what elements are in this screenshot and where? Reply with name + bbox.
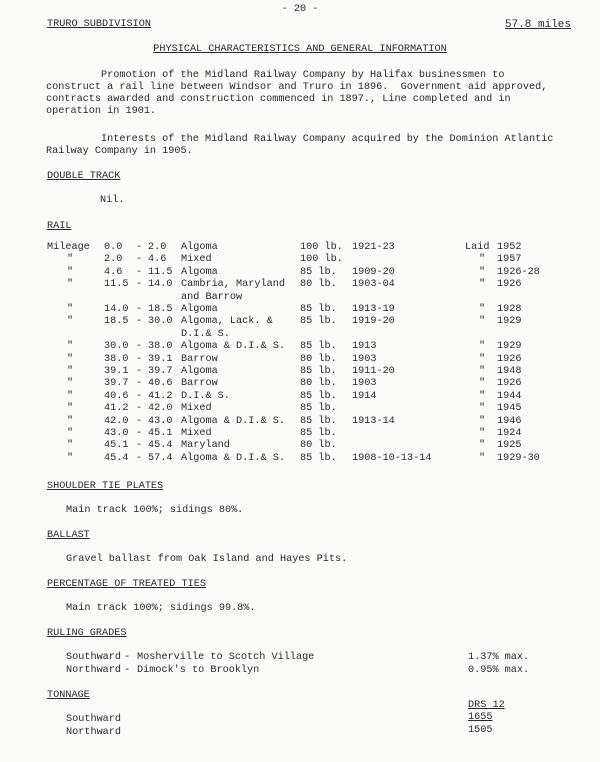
rail-weight: 85 lb. — [300, 266, 337, 278]
ditto-mark: " — [479, 304, 486, 315]
mileage-to: 30.0 — [148, 316, 173, 328]
mileage-to: 39.7 — [148, 366, 173, 377]
rail-material: Mixed — [181, 254, 212, 266]
grade-value: 1.37% max. — [468, 652, 530, 663]
ditto-mark: " — [479, 254, 486, 266]
mileage-to: 45.1 — [148, 428, 173, 439]
grade-route: Mosherville to Scotch Village — [137, 652, 315, 663]
rail-row — [0, 341, 600, 354]
rail-weight: 100 lb. — [300, 254, 343, 266]
tonnage-value: 1505 — [468, 725, 493, 736]
mileage-to: 43.0 — [148, 415, 173, 427]
mileage-dash: - — [136, 266, 143, 278]
mileage-dash: - — [136, 440, 143, 452]
rail-material: Algoma — [181, 304, 218, 315]
rail-rolled-years: 1903-04 — [352, 279, 395, 291]
rail-heading: RAIL — [47, 221, 72, 232]
text-line: operation in 1901. — [46, 106, 157, 117]
rail-rolled-years: 1908-10-13-14 — [352, 452, 432, 464]
rail-rolled-years: 1913-14 — [352, 415, 395, 427]
rail-rolled-years: 1919-20 — [352, 316, 395, 328]
rail-row — [0, 267, 600, 280]
rail-weight: 100 lb. — [300, 242, 343, 253]
rail-laid-year: 1948 — [497, 366, 522, 377]
shoulder-tie-plates-value: Main track 100%; sidings 80%. — [66, 505, 244, 516]
ditto-mark: " — [479, 415, 486, 427]
rail-laid-year: 1946 — [497, 415, 522, 427]
rail-row — [0, 354, 600, 367]
grade-dash: - — [124, 652, 131, 663]
rail-weight: 85 lb. — [300, 428, 337, 439]
mileage-dash: - — [136, 428, 143, 439]
mileage-dash: - — [136, 390, 143, 402]
rail-weight: 85 lb. — [300, 316, 337, 328]
ditto-mark: " — [67, 403, 74, 415]
mileage-dash: - — [136, 341, 143, 353]
mileage-to: 41.2 — [148, 390, 173, 402]
rail-material: Mixed — [181, 428, 212, 439]
ditto-mark: " — [479, 353, 486, 365]
mileage-from: 38.0 — [104, 353, 129, 365]
rail-laid-year: 1926 — [497, 279, 522, 291]
rail-material: Algoma — [181, 366, 218, 377]
rail-material: Cambria, Maryland — [181, 279, 285, 291]
rail-row — [0, 391, 600, 404]
ruling-grades-heading: RULING GRADES — [47, 628, 127, 639]
grade-value: 0.95% max. — [468, 665, 530, 676]
rail-rolled-years: 1903 — [352, 378, 377, 390]
rail-rolled-years: 1913-19 — [352, 304, 395, 315]
mileage-from: 43.0 — [104, 428, 129, 439]
rail-laid-year: 1929-30 — [497, 452, 540, 464]
text-line: Railway Company in 1905. — [46, 146, 193, 157]
mileage-dash: - — [136, 403, 143, 415]
mileage-from: 39.7 — [104, 378, 129, 390]
rail-rolled-years: 1921-23 — [352, 242, 395, 253]
mileage-from: 45.1 — [104, 440, 129, 452]
mileage-to: 38.0 — [148, 341, 173, 353]
tonnage-column-header: DRS 12 — [468, 700, 505, 711]
ditto-mark: " — [67, 266, 74, 278]
rail-weight: 85 lb. — [300, 415, 337, 427]
treated-ties-heading: PERCENTAGE OF TREATED TIES — [47, 579, 206, 590]
mileage-to: 18.5 — [148, 304, 173, 315]
rail-row — [0, 416, 600, 429]
rail-weight: 85 lb. — [300, 304, 337, 315]
rail-material: Algoma — [181, 266, 218, 278]
rail-row — [0, 440, 600, 453]
rail-row — [0, 453, 600, 466]
rail-material-continued: and Barrow — [181, 291, 243, 303]
ditto-mark: " — [479, 390, 486, 402]
mileage-to: 14.0 — [148, 279, 173, 291]
rail-material: Maryland — [181, 440, 230, 452]
ballast-heading: BALLAST — [47, 530, 90, 541]
rail-row-continued — [0, 329, 600, 342]
rail-weight: 85 lb. — [300, 366, 337, 377]
rail-material: Barrow — [181, 378, 218, 390]
mileage-dash: - — [136, 316, 143, 328]
mileage-dash: - — [136, 378, 143, 390]
mileage-from: 39.1 — [104, 366, 129, 377]
ditto-mark: " — [479, 266, 486, 278]
ditto-mark: " — [479, 403, 486, 415]
rail-material: Algoma — [181, 242, 218, 253]
mileage-to: 11.5 — [148, 266, 173, 278]
ditto-mark: " — [67, 378, 74, 390]
rail-weight: 85 lb. — [300, 390, 337, 402]
ditto-mark: " — [67, 279, 74, 291]
mileage-to: 45.4 — [148, 440, 173, 452]
rail-weight: 80 lb. — [300, 279, 337, 291]
mileage-label: Mileage — [47, 242, 90, 253]
rail-row-continued — [0, 292, 600, 305]
tonnage-heading: TONNAGE — [47, 690, 90, 701]
rail-rolled-years: 1911-20 — [352, 366, 395, 377]
mileage-to: 42.0 — [148, 403, 173, 415]
subdivision-length: 57.8 miles — [505, 19, 572, 31]
ditto-mark: " — [67, 390, 74, 402]
ditto-mark: " — [479, 279, 486, 291]
rail-laid-year: 1926 — [497, 378, 522, 390]
rail-material: Algoma & D.I.& S. — [181, 415, 285, 427]
mileage-from: 30.0 — [104, 341, 129, 353]
mileage-from: 4.6 — [104, 266, 123, 278]
rail-rolled-years: 1913 — [352, 341, 377, 353]
text-line: Promotion of the Midland Railway Company by Halifax businessmen to — [46, 70, 505, 81]
rail-material: Algoma & D.I.& S. — [181, 452, 285, 464]
rail-material: Algoma & D.I.& S. — [181, 341, 285, 353]
rail-weight: 80 lb. — [300, 378, 337, 390]
ditto-mark: " — [67, 341, 74, 353]
rail-material: Mixed — [181, 403, 212, 415]
mileage-dash: - — [136, 242, 143, 253]
mileage-to: 4.6 — [148, 254, 167, 266]
mileage-to: 57.4 — [148, 452, 173, 464]
rail-laid-year: 1928 — [497, 304, 522, 315]
ditto-mark: " — [67, 304, 74, 315]
tonnage-direction: Northward — [66, 727, 122, 738]
page-title: PHYSICAL CHARACTERISTICS AND GENERAL INFORMATION — [153, 44, 447, 55]
mileage-from: 42.0 — [104, 415, 129, 427]
ditto-mark: " — [67, 428, 74, 439]
mileage-dash: - — [136, 254, 143, 266]
mileage-from: 41.2 — [104, 403, 129, 415]
tonnage-value: 1655 — [468, 712, 493, 723]
rail-row — [0, 403, 600, 416]
ditto-mark: " — [67, 440, 74, 452]
mileage-from: 14.0 — [104, 304, 129, 315]
rail-rolled-years: 1914 — [352, 390, 377, 402]
grade-dash: - — [124, 665, 131, 676]
ditto-mark: " — [479, 378, 486, 390]
rail-weight: 85 lb. — [300, 403, 337, 415]
grade-direction: Northward — [66, 665, 122, 676]
mileage-dash: - — [136, 366, 143, 377]
ditto-mark: " — [67, 452, 74, 464]
ditto-mark: " — [479, 428, 486, 439]
rail-material: D.I.& S. — [181, 390, 230, 402]
mileage-to: 2.0 — [148, 242, 167, 253]
rail-laid-year: 1924 — [497, 428, 522, 439]
ditto-mark: " — [479, 366, 486, 377]
tonnage-direction: Southward — [66, 714, 122, 725]
mileage-dash: - — [136, 304, 143, 315]
rail-laid-year: 1957 — [497, 254, 522, 266]
mileage-from: 18.5 — [104, 316, 129, 328]
ditto-mark: " — [67, 316, 74, 328]
double-track-heading: DOUBLE TRACK — [47, 171, 121, 182]
mileage-from: 11.5 — [104, 279, 129, 291]
rail-laid-year: 1926-28 — [497, 266, 540, 278]
ditto-mark: " — [479, 452, 486, 464]
mileage-from: 45.4 — [104, 452, 129, 464]
ditto-mark: " — [67, 353, 74, 365]
shoulder-tie-plates-heading: SHOULDER TIE PLATES — [47, 481, 164, 492]
mileage-dash: - — [136, 452, 143, 464]
rail-weight: 80 lb. — [300, 353, 337, 365]
ditto-mark: " — [479, 316, 486, 328]
ballast-value: Gravel ballast from Oak Island and Hayes Pits. — [66, 554, 348, 565]
rail-weight: 85 lb. — [300, 341, 337, 353]
rail-laid-year: 1944 — [497, 390, 522, 402]
rail-material: Algoma, Lack. & — [181, 316, 273, 328]
mileage-to: 39.1 — [148, 353, 173, 365]
ditto-mark: " — [67, 366, 74, 377]
mileage-from: 0.0 — [104, 242, 123, 253]
grade-route: Dimock's to Brooklyn — [137, 665, 260, 676]
ditto-mark: " — [67, 415, 74, 427]
mileage-from: 2.0 — [104, 254, 123, 266]
rail-laid-year: 1945 — [497, 403, 522, 415]
rail-rolled-years: 1903 — [352, 353, 377, 365]
grade-direction: Southward — [66, 652, 122, 663]
laid-label: Laid — [465, 242, 490, 253]
treated-ties-value: Main track 100%; sidings 99.8%. — [66, 603, 256, 614]
rail-weight: 80 lb. — [300, 440, 337, 452]
text-line: construct a rail line between Windsor and Truro in 1896. Government aid approved, — [46, 82, 548, 93]
text-line: Interests of the Midland Railway Company acquired by the Dominion Atlantic — [46, 134, 554, 145]
mileage-from: 40.6 — [104, 390, 129, 402]
rail-laid-year: 1952 — [497, 242, 522, 253]
rail-row — [0, 254, 600, 267]
rail-row — [0, 316, 600, 329]
page-number: - 20 - — [281, 4, 319, 15]
rail-material: Barrow — [181, 353, 218, 365]
mileage-to: 40.6 — [148, 378, 173, 390]
rail-row — [0, 279, 600, 292]
rail-weight: 85 lb. — [300, 452, 337, 464]
mileage-dash: - — [136, 279, 143, 291]
subdivision-title: TRURO SUBDIVISION — [47, 19, 151, 30]
rail-laid-year: 1929 — [497, 341, 522, 353]
ditto-mark: " — [479, 440, 486, 452]
rail-row — [0, 378, 600, 391]
rail-laid-year: 1929 — [497, 316, 522, 328]
double-track-value: Nil. — [100, 195, 125, 206]
ditto-mark: " — [67, 254, 74, 266]
ditto-mark: " — [479, 341, 486, 353]
mileage-dash: - — [136, 353, 143, 365]
rail-rolled-years: 1909-20 — [352, 266, 395, 278]
text-line: contracts awarded and construction commenced in 1897., Line completed and in — [46, 94, 511, 105]
mileage-dash: - — [136, 415, 143, 427]
rail-laid-year: 1925 — [497, 440, 522, 452]
rail-material-continued: D.I.& S. — [181, 328, 230, 340]
rail-laid-year: 1926 — [497, 353, 522, 365]
